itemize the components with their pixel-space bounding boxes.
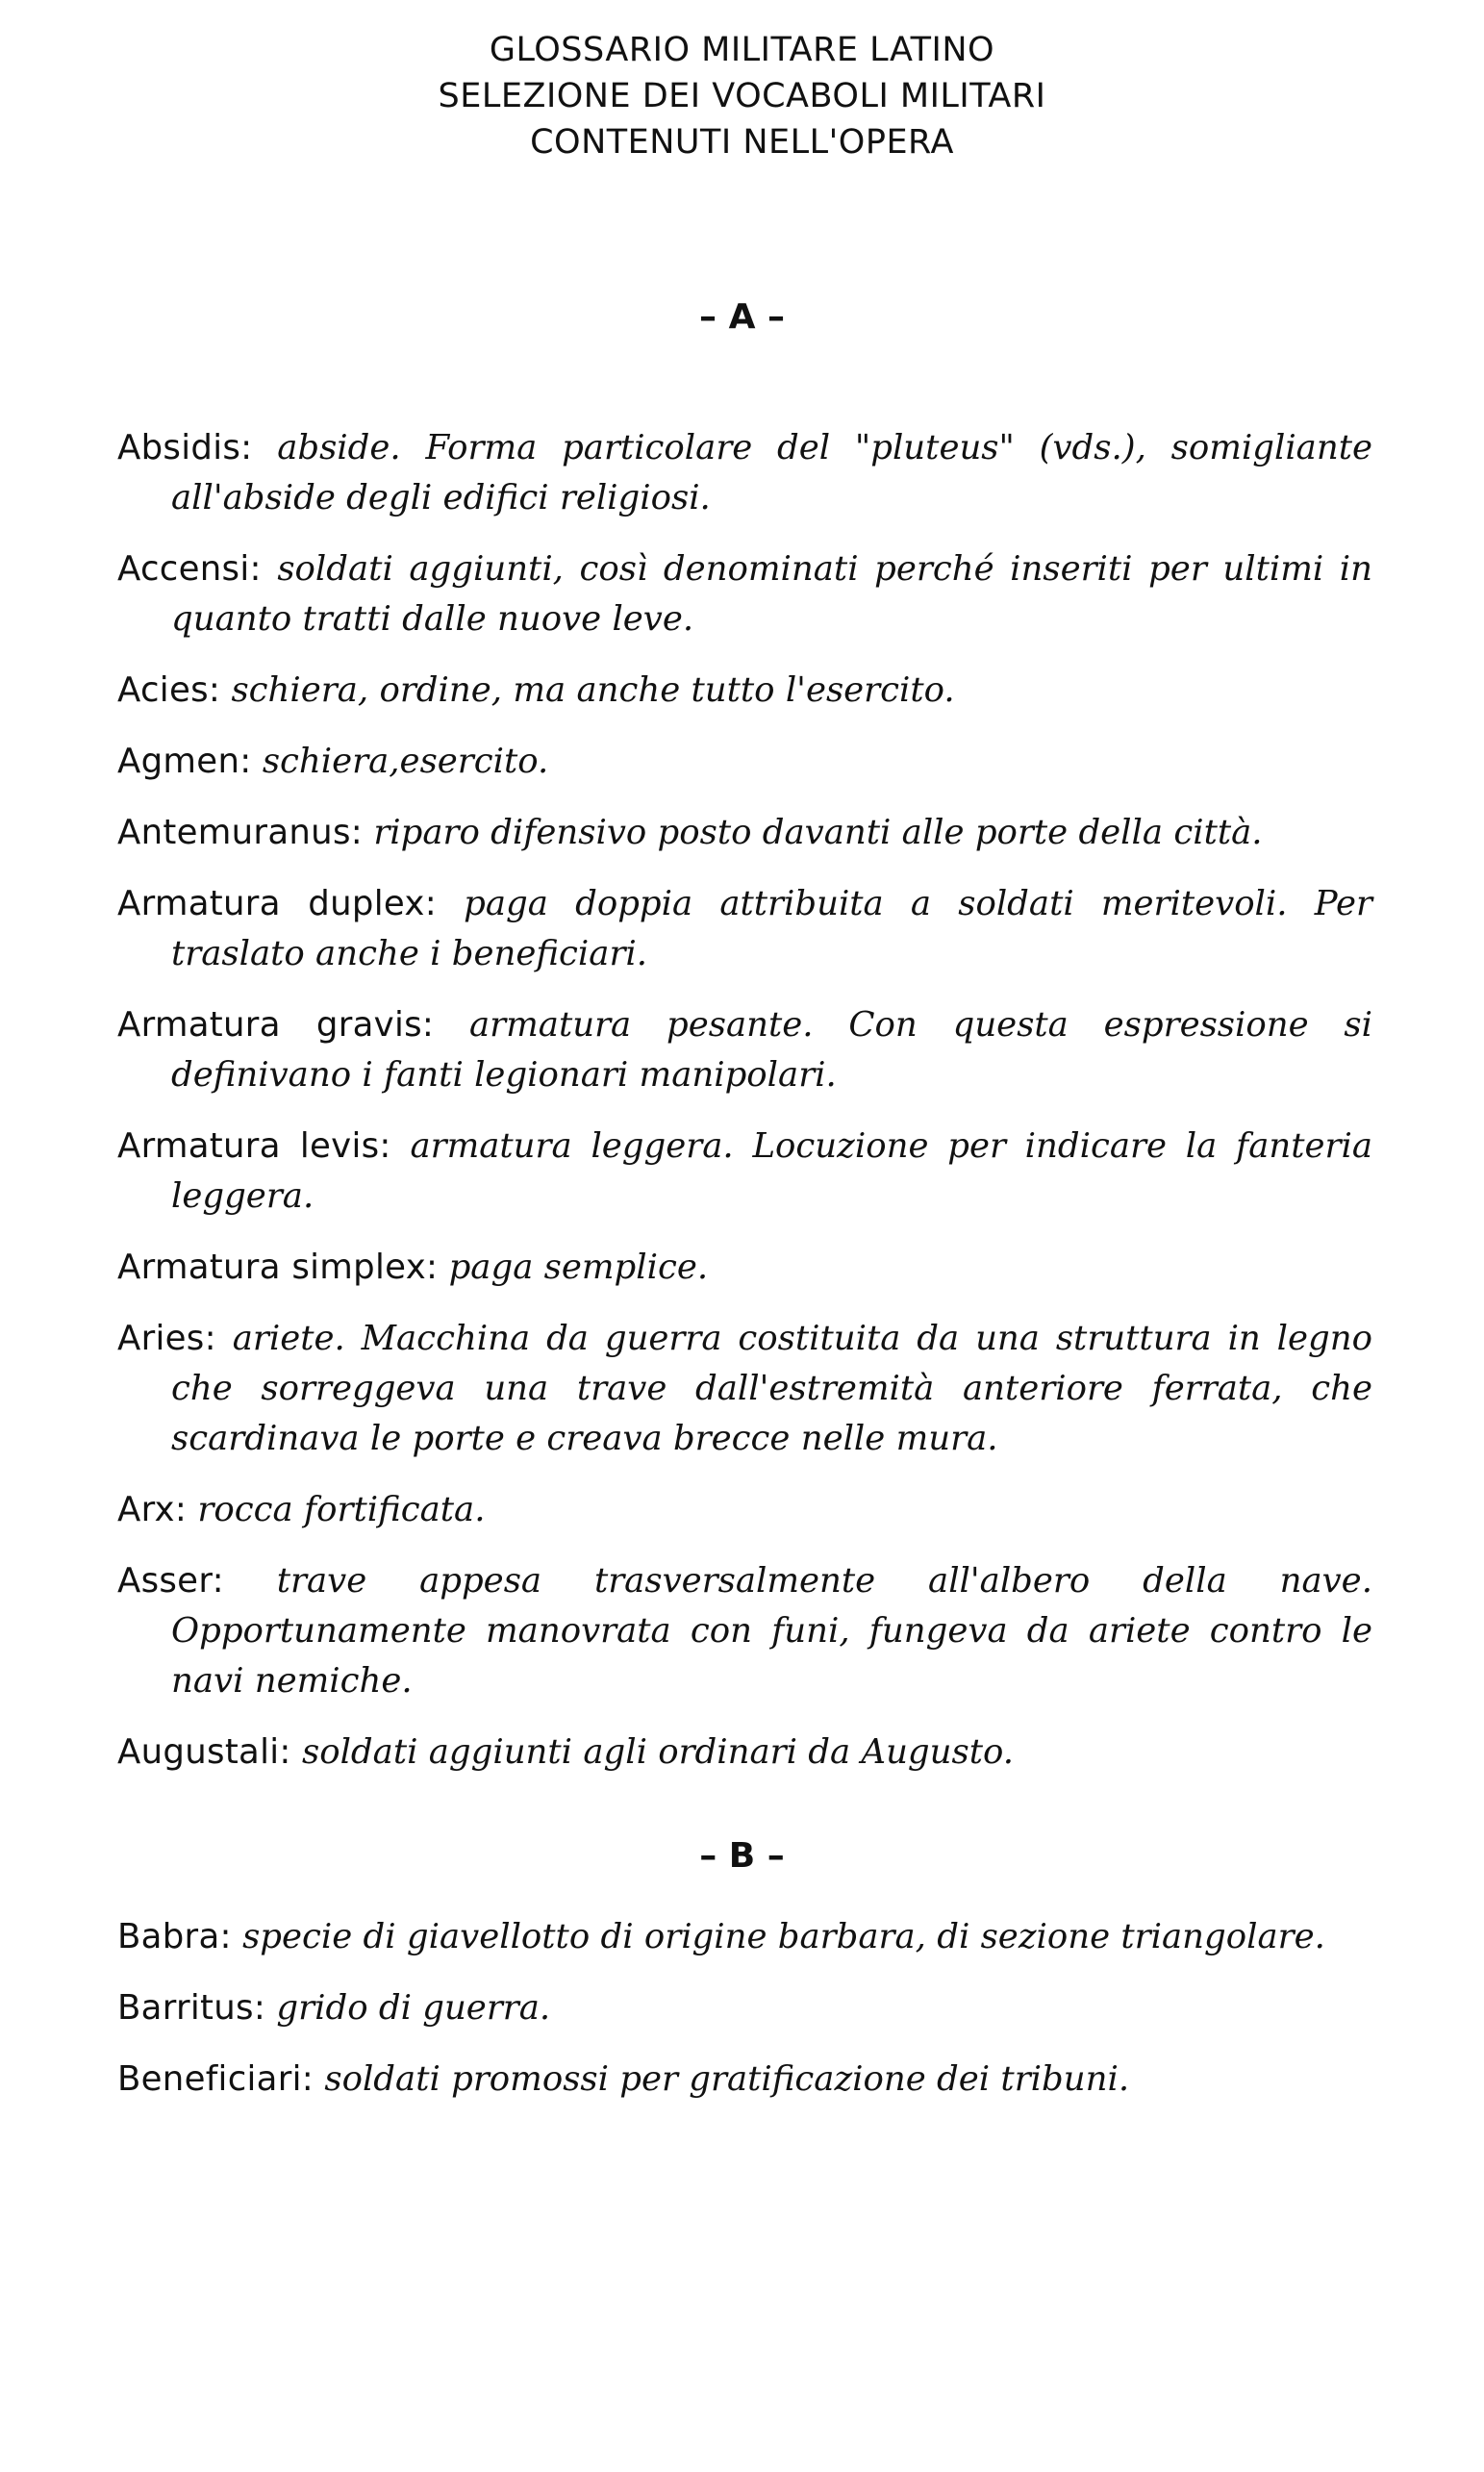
entry-term: Arx: xyxy=(117,1490,188,1529)
header-line-2: SELEZIONE DEI VOCABOLI MILITARI xyxy=(438,77,1046,115)
entry-term: Babra: xyxy=(117,1917,232,1956)
glossary-entry xyxy=(117,666,1372,716)
entry-term: Beneficiari: xyxy=(117,2059,314,2099)
entry-term: Accensi: xyxy=(117,549,262,589)
entry-definition: schiera, ordine, ma anche tutto l'esercito. xyxy=(231,670,955,710)
entry-definition: soldati aggiunti agli ordinari da Augusto. xyxy=(301,1732,1015,1772)
entry-definition: paga semplice. xyxy=(448,1248,709,1287)
entry-definition: soldati aggiunti, così denominati perché inseriti per ultimi in quanto tratti dalle nuove leve. xyxy=(171,549,1372,639)
glossary-entry xyxy=(117,879,1372,979)
entry-definition: soldati promossi per gratificazione dei tribuni. xyxy=(324,2059,1130,2099)
glossary-entry xyxy=(117,1243,1372,1293)
entry-definition: trave appesa trasversalmente all'albero della nave. Opportunamente manovrata con funi, fungeva da ariete contro le navi nemiche. xyxy=(171,1561,1372,1701)
entry-term: Asser: xyxy=(117,1561,224,1601)
entry-definition: paga doppia attribuita a soldati meritevoli. Per traslato anche i beneficiari. xyxy=(171,884,1372,973)
glossary-entry xyxy=(117,423,1372,523)
glossary-entry xyxy=(117,737,1372,787)
entry-definition: abside. Forma particolare del "pluteus" (vds.), somigliante all'abside degli edifici religiosi. xyxy=(171,428,1372,517)
section-b-entries xyxy=(117,1912,1372,2126)
entry-definition: specie di giavellotto di origine barbara, di sezione triangolare. xyxy=(242,1917,1325,1956)
section-a-entries xyxy=(117,423,1372,1799)
entry-term: Armatura duplex: xyxy=(117,884,437,923)
entry-term: Absidis: xyxy=(117,428,253,467)
entry-definition: grido di guerra. xyxy=(276,1988,551,2028)
glossary-entry xyxy=(117,1485,1372,1535)
entry-definition: riparo difensivo posto davanti alle porte della città. xyxy=(373,813,1263,852)
header-line-3: CONTENUTI NELL'OPERA xyxy=(530,123,954,162)
glossary-entry xyxy=(117,1912,1372,1962)
entry-definition: rocca fortificata. xyxy=(197,1490,486,1529)
glossary-entry xyxy=(117,544,1372,644)
entry-term: Acies: xyxy=(117,670,221,710)
glossary-entry xyxy=(117,2055,1372,2105)
entry-definition: schiera,esercito. xyxy=(262,742,549,781)
glossary-entry xyxy=(117,1728,1372,1778)
entry-definition: ariete. Macchina da guerra costituita da una struttura in legno che sorreggeva una trave dall'estremità anteriore ferrata, che scardinava le porte e creava brecce nelle mura. xyxy=(171,1319,1372,1458)
glossary-entry xyxy=(117,1556,1372,1706)
glossary-entry xyxy=(117,1000,1372,1100)
entry-term: Barritus: xyxy=(117,1988,266,2028)
section-letter: B xyxy=(728,1836,756,1876)
entry-term: Antemuranus: xyxy=(117,813,364,852)
glossary-entry xyxy=(117,808,1372,858)
entry-term: Aries: xyxy=(117,1319,216,1358)
glossary-entry xyxy=(117,1314,1372,1464)
entry-definition: armatura pesante. Con questa espressione si definivano i fanti legionari manipolari. xyxy=(171,1005,1372,1095)
header-line-1: GLOSSARIO MILITARE LATINO xyxy=(489,31,995,69)
glossary-entry xyxy=(117,1983,1372,2033)
entry-term: Armatura simplex: xyxy=(117,1248,439,1287)
entry-term: Armatura gravis: xyxy=(117,1005,435,1045)
entry-term: Armatura levis: xyxy=(117,1126,391,1166)
page-header xyxy=(0,27,1484,165)
section-letter: A xyxy=(728,297,756,337)
entry-term: Augustali: xyxy=(117,1732,291,1772)
glossary-entry xyxy=(117,1122,1372,1222)
entry-definition: armatura leggera. Locuzione per indicare la fanteria leggera. xyxy=(171,1126,1372,1216)
section-heading-a: – A – xyxy=(699,297,785,337)
section-heading-b: – B – xyxy=(699,1836,785,1876)
entry-term: Agmen: xyxy=(117,742,252,781)
